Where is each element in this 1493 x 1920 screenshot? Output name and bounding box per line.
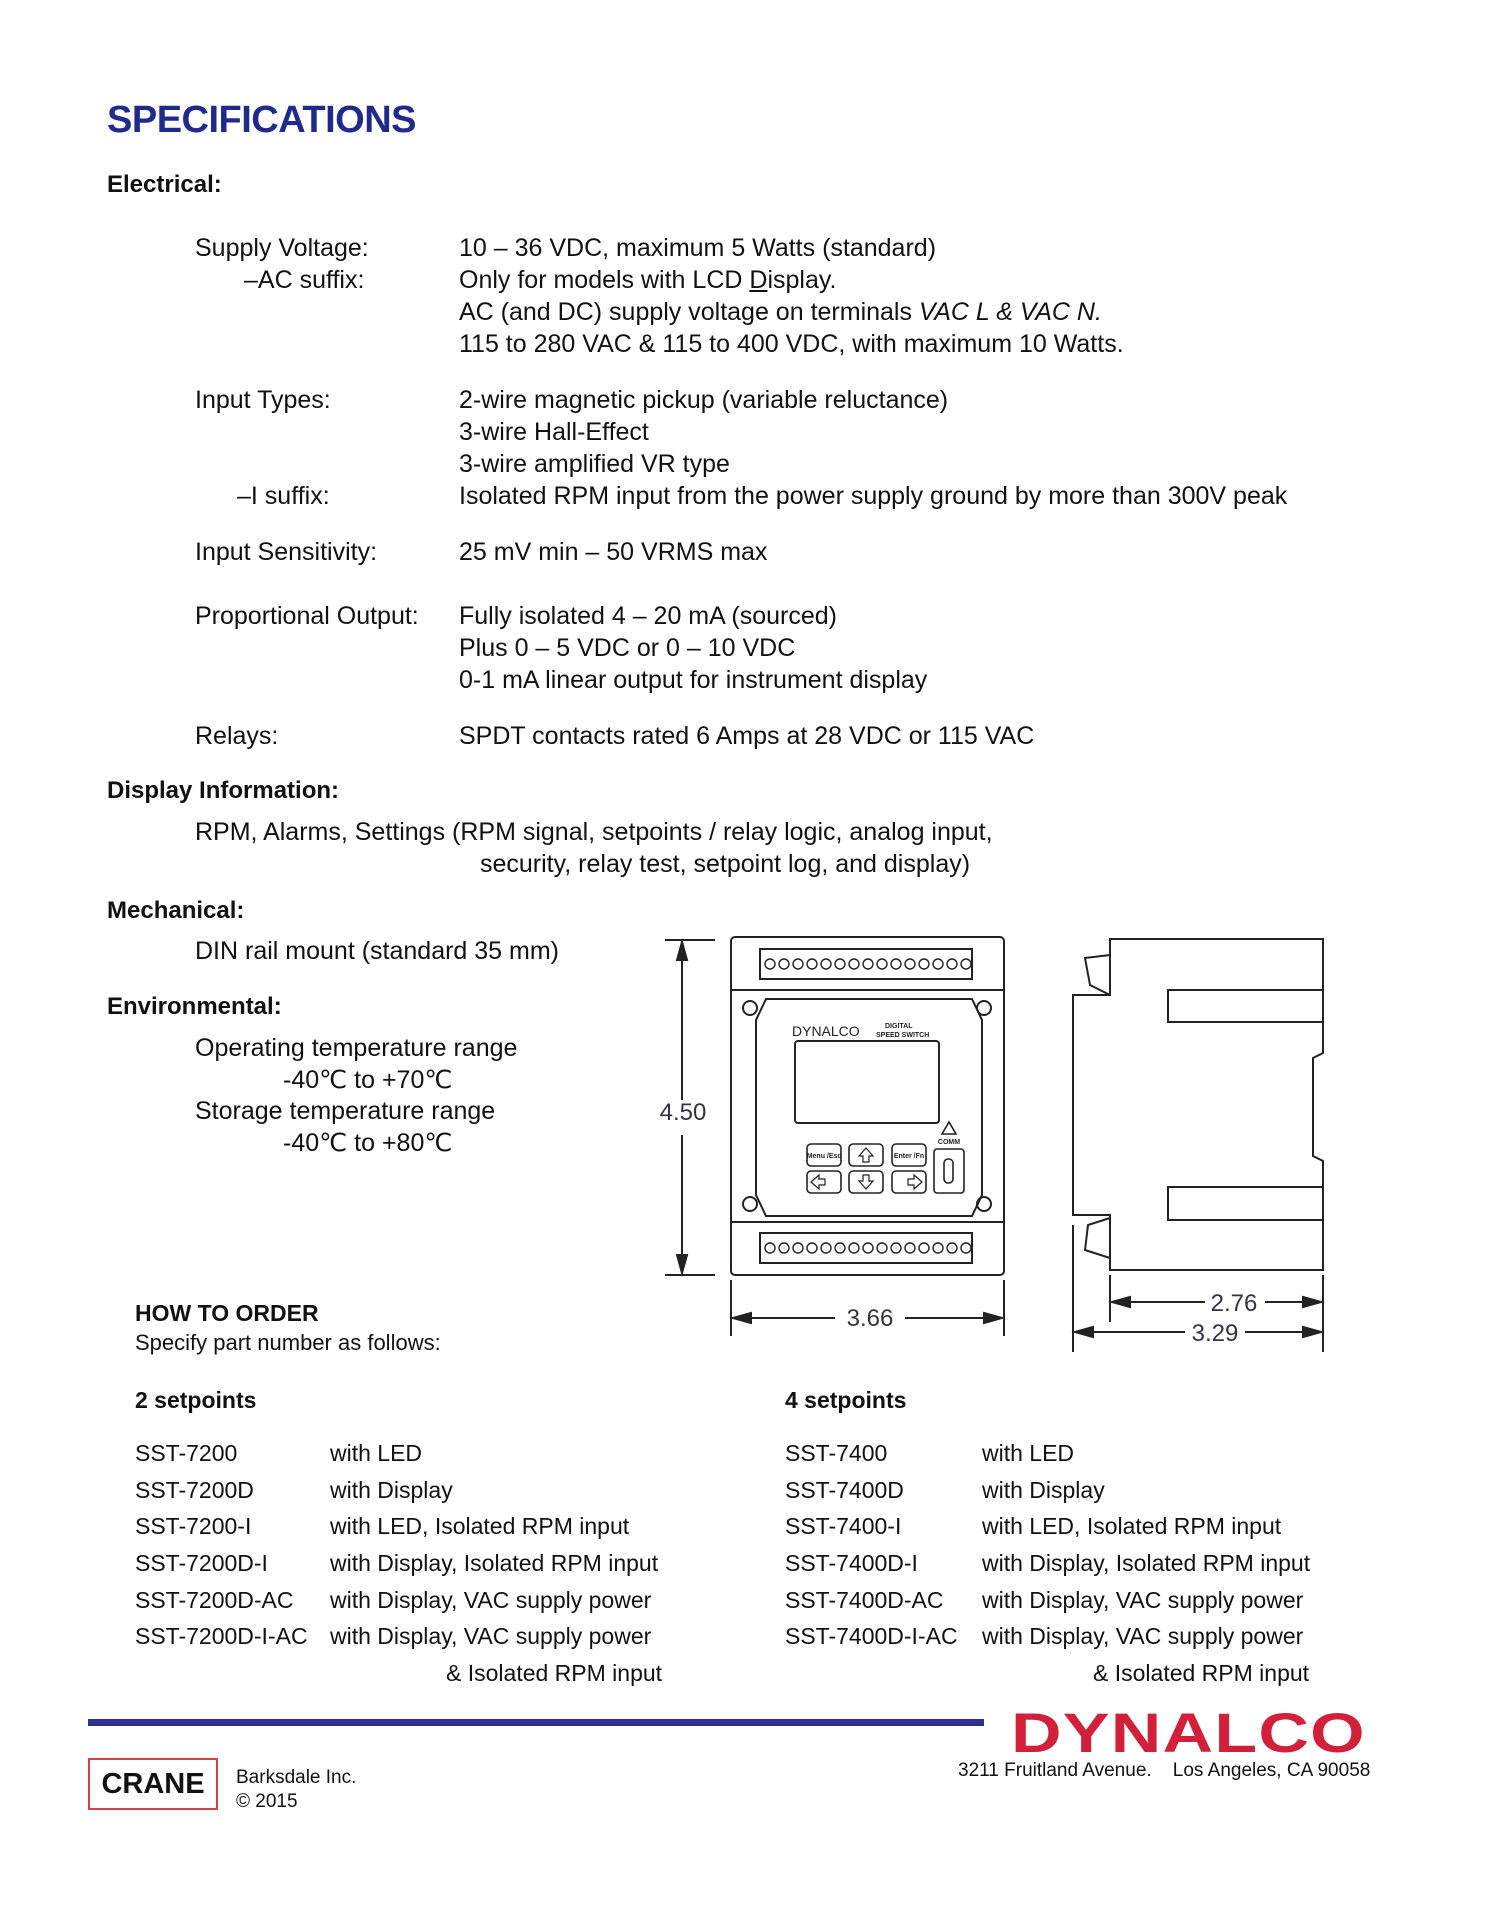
- part-number: SST-7200D-I-AC: [135, 1623, 308, 1649]
- part-number: SST-7400D-I-AC: [785, 1623, 958, 1649]
- how-to-order-heading: HOW TO ORDER: [135, 1300, 319, 1326]
- supply-voltage-label: Supply Voltage:: [195, 234, 369, 262]
- supply-voltage-value: 10 – 36 VDC, maximum 5 Watts (standard): [459, 234, 937, 262]
- device-brand: DYNALCO: [792, 1023, 860, 1039]
- part-number: SST-7400D-AC: [785, 1587, 944, 1613]
- part-description: with LED: [330, 1440, 423, 1466]
- part-description-continuation: & Isolated RPM input: [1093, 1660, 1310, 1686]
- part-number: SST-7400: [785, 1440, 888, 1466]
- how-to-order-subheading: Specify part number as follows:: [135, 1330, 441, 1355]
- device-subtitle-1: DIGITAL: [885, 1023, 913, 1030]
- input-type-2: 3-wire Hall-Effect: [459, 418, 649, 446]
- lcd-display: [795, 1041, 939, 1123]
- operating-temp-label: Operating temperature range: [195, 1034, 518, 1062]
- part-description: with Display, Isolated RPM input: [330, 1550, 659, 1576]
- display-info-line-2: security, relay test, setpoint log, and display): [480, 850, 971, 878]
- menu-esc-key-label: Menu /Esc: [806, 1153, 842, 1160]
- part-description: with Display, VAC supply power: [982, 1623, 1304, 1649]
- ac-suffix-line-2: AC (and DC) supply voltage on terminals VAC L & VAC N.: [459, 298, 1102, 326]
- i-suffix-label: –I suffix:: [237, 482, 330, 510]
- part-number: SST-7200: [135, 1440, 238, 1466]
- part-number: SST-7400D: [785, 1477, 904, 1503]
- width-dimension: 3.66: [846, 1305, 894, 1332]
- part-description: with Display, VAC supply power: [330, 1587, 652, 1613]
- input-type-1: 2-wire magnetic pickup (variable reluctance): [459, 386, 949, 414]
- part-description: with LED: [982, 1440, 1075, 1466]
- input-type-3: 3-wire amplified VR type: [459, 450, 730, 478]
- part-description-continuation: & Isolated RPM input: [446, 1660, 663, 1686]
- part-description: with Display, VAC supply power: [330, 1623, 652, 1649]
- dimension-drawing: [660, 920, 1360, 1360]
- ac-suffix-line-1: Only for models with LCD Display.: [459, 266, 837, 294]
- copyright: © 2015: [236, 1791, 298, 1812]
- input-sensitivity-value: 25 mV min – 50 VRMS max: [459, 538, 768, 566]
- display-info-heading: Display Information:: [107, 777, 340, 804]
- height-dimension: 4.50: [660, 1099, 707, 1126]
- mechanical-heading: Mechanical:: [107, 897, 245, 924]
- part-description: with Display, Isolated RPM input: [982, 1550, 1311, 1576]
- part-description: with Display, VAC supply power: [982, 1587, 1304, 1613]
- storage-temp-value: -40℃ to +80℃: [283, 1129, 453, 1157]
- input-types-label: Input Types:: [195, 386, 331, 414]
- proportional-output-label: Proportional Output:: [195, 602, 419, 630]
- part-description: with LED, Isolated RPM input: [330, 1513, 630, 1539]
- company-name: Barksdale Inc.: [236, 1767, 357, 1788]
- device-subtitle-2: SPEED SWITCH: [876, 1032, 930, 1039]
- footer-rule: [88, 1719, 984, 1726]
- part-number: SST-7400D-I: [785, 1550, 918, 1576]
- part-number: SST-7200D: [135, 1477, 254, 1503]
- depth-dimension-2: 3.29: [1191, 1320, 1239, 1347]
- relays-value: SPDT contacts rated 6 Amps at 28 VDC or 115 VAC: [459, 722, 1035, 750]
- proportional-output-2: Plus 0 – 5 VDC or 0 – 10 VDC: [459, 634, 796, 662]
- depth-dimension-1: 2.76: [1210, 1290, 1258, 1317]
- setpoints-group-title: 2 setpoints: [135, 1387, 257, 1413]
- part-number: SST-7200-I: [135, 1513, 252, 1539]
- part-number: SST-7400-I: [785, 1513, 902, 1539]
- dynalco-logo: DYNALCO: [1011, 1701, 1366, 1764]
- ac-suffix-line-3: 115 to 280 VAC & 115 to 400 VDC, with maximum 10 Watts.: [459, 330, 1124, 358]
- crane-logo: CRANE: [88, 1758, 218, 1810]
- proportional-output-1: Fully isolated 4 – 20 mA (sourced): [459, 602, 837, 630]
- part-description: with LED, Isolated RPM input: [982, 1513, 1282, 1539]
- part-number: SST-7200D-I: [135, 1550, 268, 1576]
- display-info-line-1: RPM, Alarms, Settings (RPM signal, setpoints / relay logic, analog input,: [195, 818, 993, 846]
- ac-suffix-label: –AC suffix:: [244, 266, 365, 294]
- enter-fn-key-label: Enter /Fn: [893, 1153, 925, 1160]
- part-number: SST-7200D-AC: [135, 1587, 294, 1613]
- mechanical-value: DIN rail mount (standard 35 mm): [195, 937, 560, 965]
- page-title: SPECIFICATIONS: [107, 99, 416, 141]
- i-suffix-value: Isolated RPM input from the power supply ground by more than 300V peak: [459, 482, 1288, 510]
- comm-port-label: COMM: [937, 1139, 961, 1146]
- proportional-output-3: 0-1 mA linear output for instrument display: [459, 666, 928, 694]
- part-description: with Display: [330, 1477, 453, 1503]
- storage-temp-label: Storage temperature range: [195, 1097, 496, 1125]
- footer-address: 3211 Fruitland Avenue. Los Angeles, CA 90058: [958, 1760, 1371, 1781]
- relays-label: Relays:: [195, 722, 279, 750]
- setpoints-group-title: 4 setpoints: [785, 1387, 907, 1413]
- part-description: with Display: [982, 1477, 1105, 1503]
- operating-temp-value: -40℃ to +70℃: [283, 1066, 453, 1094]
- input-sensitivity-label: Input Sensitivity:: [195, 538, 378, 566]
- electrical-heading: Electrical:: [107, 171, 222, 198]
- environmental-heading: Environmental:: [107, 993, 282, 1020]
